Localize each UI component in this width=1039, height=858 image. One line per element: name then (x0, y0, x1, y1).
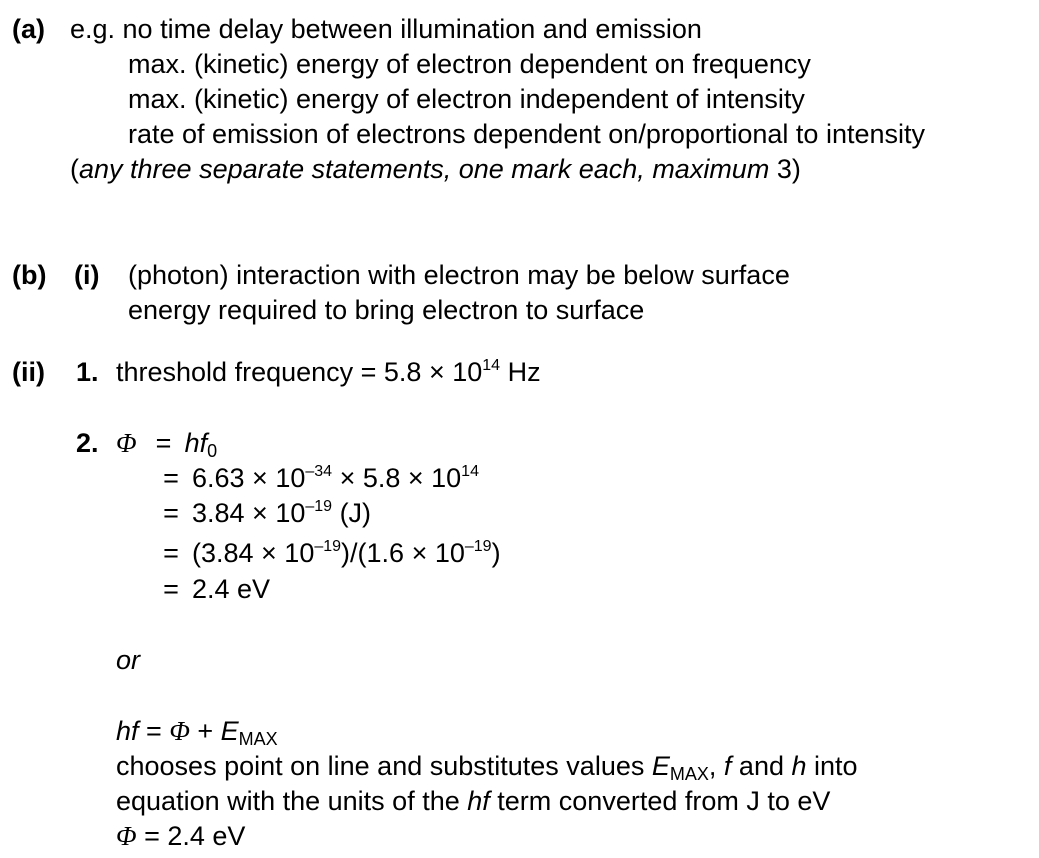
part-b-i-line-1: (photon) interaction with electron may be below surface (128, 260, 790, 290)
calc-line-4: = $(3.84 \times 10^{-19})/(1.6 \times 10^{-19})$ (163, 538, 501, 568)
threshold-frequency-line: threshold frequency = $5.8 \times 10^{14}$ Hz (116, 357, 541, 387)
alt-equation: hf = $\Phi + E_{MAX}$ (116, 716, 278, 749)
or-label: or (116, 645, 141, 675)
part-a-line-4: rate of emission of electrons dependent on/proportional to intensity (128, 119, 925, 149)
part-b-i-line-2: energy required to bring electron to surface (128, 295, 645, 325)
phi-symbol: Φ (116, 428, 137, 458)
part-b-i-label: (i) (74, 260, 100, 290)
part-a-line-3: max. (kinetic) energy of electron independent of intensity (128, 84, 805, 114)
part-a-marking-note: (any three separate statements, one mark each, maximum 3) (70, 154, 801, 184)
alt-line-3: equation with the units of the hf term converted from J to eV (116, 786, 831, 816)
part-b-ii-1-label: 1. (76, 357, 99, 387)
part-a-label: (a) (12, 14, 45, 44)
part-b-ii-label: (ii) (12, 357, 45, 387)
part-b-label: (b) (12, 260, 47, 290)
alt-line-4: Φ = 2.4 eV (116, 821, 246, 851)
alt-line-2: chooses point on line and substitutes values $E_{MAX}$, f and h into (116, 751, 858, 784)
calc-line-3: = $3.84 \times 10^{-19}$ (J) (163, 498, 372, 528)
calc-line-5: = 2.4 eV (163, 574, 271, 604)
part-a-line-1: e.g. no time delay between illumination and emission (70, 14, 702, 44)
part-b-ii-2-label: 2. (76, 428, 99, 458)
part-a-line-2: max. (kinetic) energy of electron dependent on frequency (128, 49, 811, 79)
calc-line-1: $\Phi = hf_0$ (116, 428, 218, 461)
calc-line-2: = $6.63 \times 10^{-34} \times 5.8 \times 10^{14}$ (163, 463, 479, 493)
